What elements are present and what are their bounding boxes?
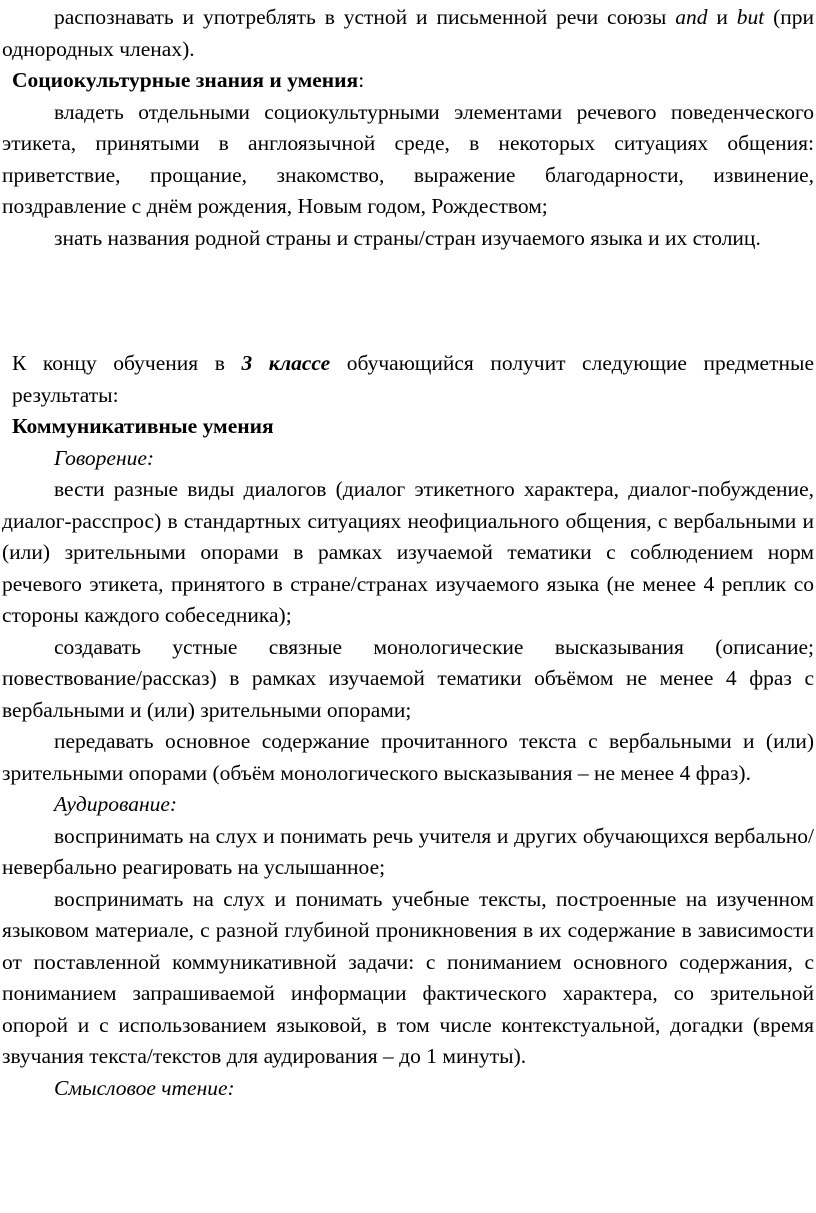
subheading-listening: Аудирование: [54, 792, 178, 816]
heading-sociocultural [2, 65, 814, 97]
paragraph-conjunctions [2, 2, 814, 65]
section-grade3 [2, 348, 814, 1104]
term-and: and [675, 5, 708, 29]
heading-colon: : [358, 68, 365, 92]
paragraph-etiquette: владеть отдельными социокультурными элементами речевого поведенческого этикета, принятыми в англоязычной среде, в некоторых ситуациях общения: приветствие, прощание, знакомство, выражение благодарности, извинение, поздравление с днём рождения, Новым годом, Рождеством; [2, 99, 814, 218]
subheading-speaking: Говорение: [54, 445, 155, 470]
grade-label: 3 классе [241, 351, 331, 375]
text-run: (при однородных членах). [2, 5, 815, 61]
text-run: и [707, 5, 737, 29]
text-run: обучающийся получит следующие предметные результаты: [12, 351, 814, 407]
section-conjunctions-sociocultural [2, 2, 814, 254]
paragraph-speaking-monologues: создавать устные связные монологические высказывания (описание; повествование/рассказ) в рамках изучаемой тематики объёмом не менее 4 фраз с вербальными и (или) зрительными опорами; [2, 634, 814, 722]
text-run: К концу обучения в [12, 351, 242, 375]
paragraph-speaking-dialogues: вести разные виды диалогов (диалог этикетного характера, диалог-побуждение, диалог-расспрос) в стандартных ситуациях неофициального общения, с вербальными и (или) зрительными опорами в рамках изучаемой тематики с соблюдением норм речевого этикета, принятого в стране/странах изучаемого языка (не менее 4 реплик со стороны каждого собеседника); [2, 477, 814, 627]
text-run: распознавать и употреблять в устной и письменной речи союзы [54, 5, 676, 29]
paragraph-grade3-intro [2, 348, 814, 411]
paragraph-speaking-retelling: передавать основное содержание прочитанного текста с вербальными и (или) зрительными опорами (объём монологического высказывания – не менее 4 фраз). [2, 729, 814, 785]
heading-text: Социокультурные знания и умения [12, 68, 359, 92]
paragraph-listening-speech: воспринимать на слух и понимать речь учителя и других обучающихся вербально/невербально реагировать на услышанное; [2, 823, 814, 879]
subheading-reading: Смысловое чтение: [54, 1075, 235, 1100]
heading-communicative: Коммуникативные умения [12, 414, 274, 438]
paragraph-listening-texts: воспринимать на слух и понимать учебные тексты, построенные на изученном языковом материале, с разной глубиной проникновения в их содержание в зависимости от поставленной коммуникативной задачи: с пониманием основного содержания, с пониманием запрашиваемой информации фактического характера, со зрительной опорой и с использованием языковой, в том числе контекстуальной, догадки (время звучания текста/текстов для аудирования – до 1 минуты). [2, 886, 814, 1068]
paragraph-countries: знать названия родной страны и страны/стран изучаемого языка и их столиц. [54, 225, 761, 250]
term-but: but [736, 5, 765, 29]
